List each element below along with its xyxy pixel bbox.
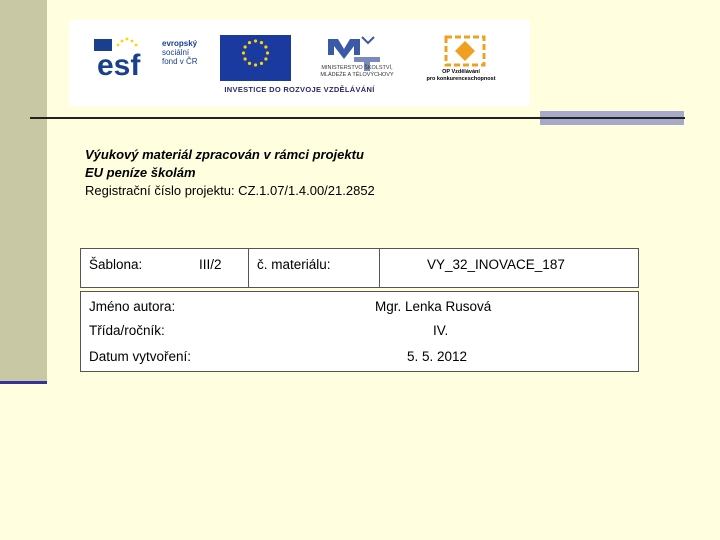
project-intro <box>85 146 375 200</box>
material-label: č. materiálu: <box>257 257 331 272</box>
msmt-text-line-2: MLÁDEŽE A TĚLOVÝCHOVY <box>320 72 394 78</box>
intro-line-3: Registrační číslo projektu: CZ.1.07/1.4.00/21.2852 <box>85 183 375 198</box>
horizontal-rule <box>30 117 685 119</box>
op-text <box>421 69 501 83</box>
class-label: Třída/ročník: <box>89 323 165 338</box>
intro-line-1: Výukový materiál zpracován v rámci projektu <box>85 147 364 162</box>
eu-label: EVROPSKÁ UNIE <box>228 71 286 78</box>
template-row <box>80 248 639 288</box>
msmt-text <box>305 65 409 79</box>
esf-logo <box>92 35 156 79</box>
op-text-line-1: OP Vzdělávání <box>442 69 480 75</box>
author-label: Jméno autora: <box>89 299 176 314</box>
cell-divider <box>248 249 249 287</box>
intro-line-2: EU peníze školám <box>85 165 196 180</box>
op-text-line-2: pro konkurenceschopnost <box>426 76 496 82</box>
msmt-text-line-1: MINISTERSTVO ŠKOLSTVÍ, <box>321 65 393 71</box>
left-decor-bar <box>0 0 47 384</box>
sablona-label: Šablona: <box>89 257 143 272</box>
op-logo <box>442 35 488 67</box>
esf-text-line-2: sociální <box>162 48 190 57</box>
left-decor-line <box>0 381 47 384</box>
info-table <box>80 291 639 372</box>
esf-text-line-1: evropský <box>162 39 198 48</box>
banner-tagline: INVESTICE DO ROZVOJE VZDĚLÁVÁNÍ <box>224 85 375 94</box>
cell-divider <box>379 249 380 287</box>
date-label: Datum vytvoření: <box>89 349 192 364</box>
author-value: Mgr. Lenka Rusová <box>375 299 492 314</box>
material-value: VY_32_INOVACE_187 <box>427 257 565 272</box>
date-value: 5. 5. 2012 <box>407 349 468 364</box>
sablona-value: III/2 <box>199 257 222 272</box>
class-value: IV. <box>433 323 449 338</box>
esf-text <box>162 39 198 66</box>
esf-logo-text: esf <box>97 49 141 79</box>
logo-banner <box>69 20 530 106</box>
esf-text-line-3: fond v ČR <box>162 57 198 66</box>
